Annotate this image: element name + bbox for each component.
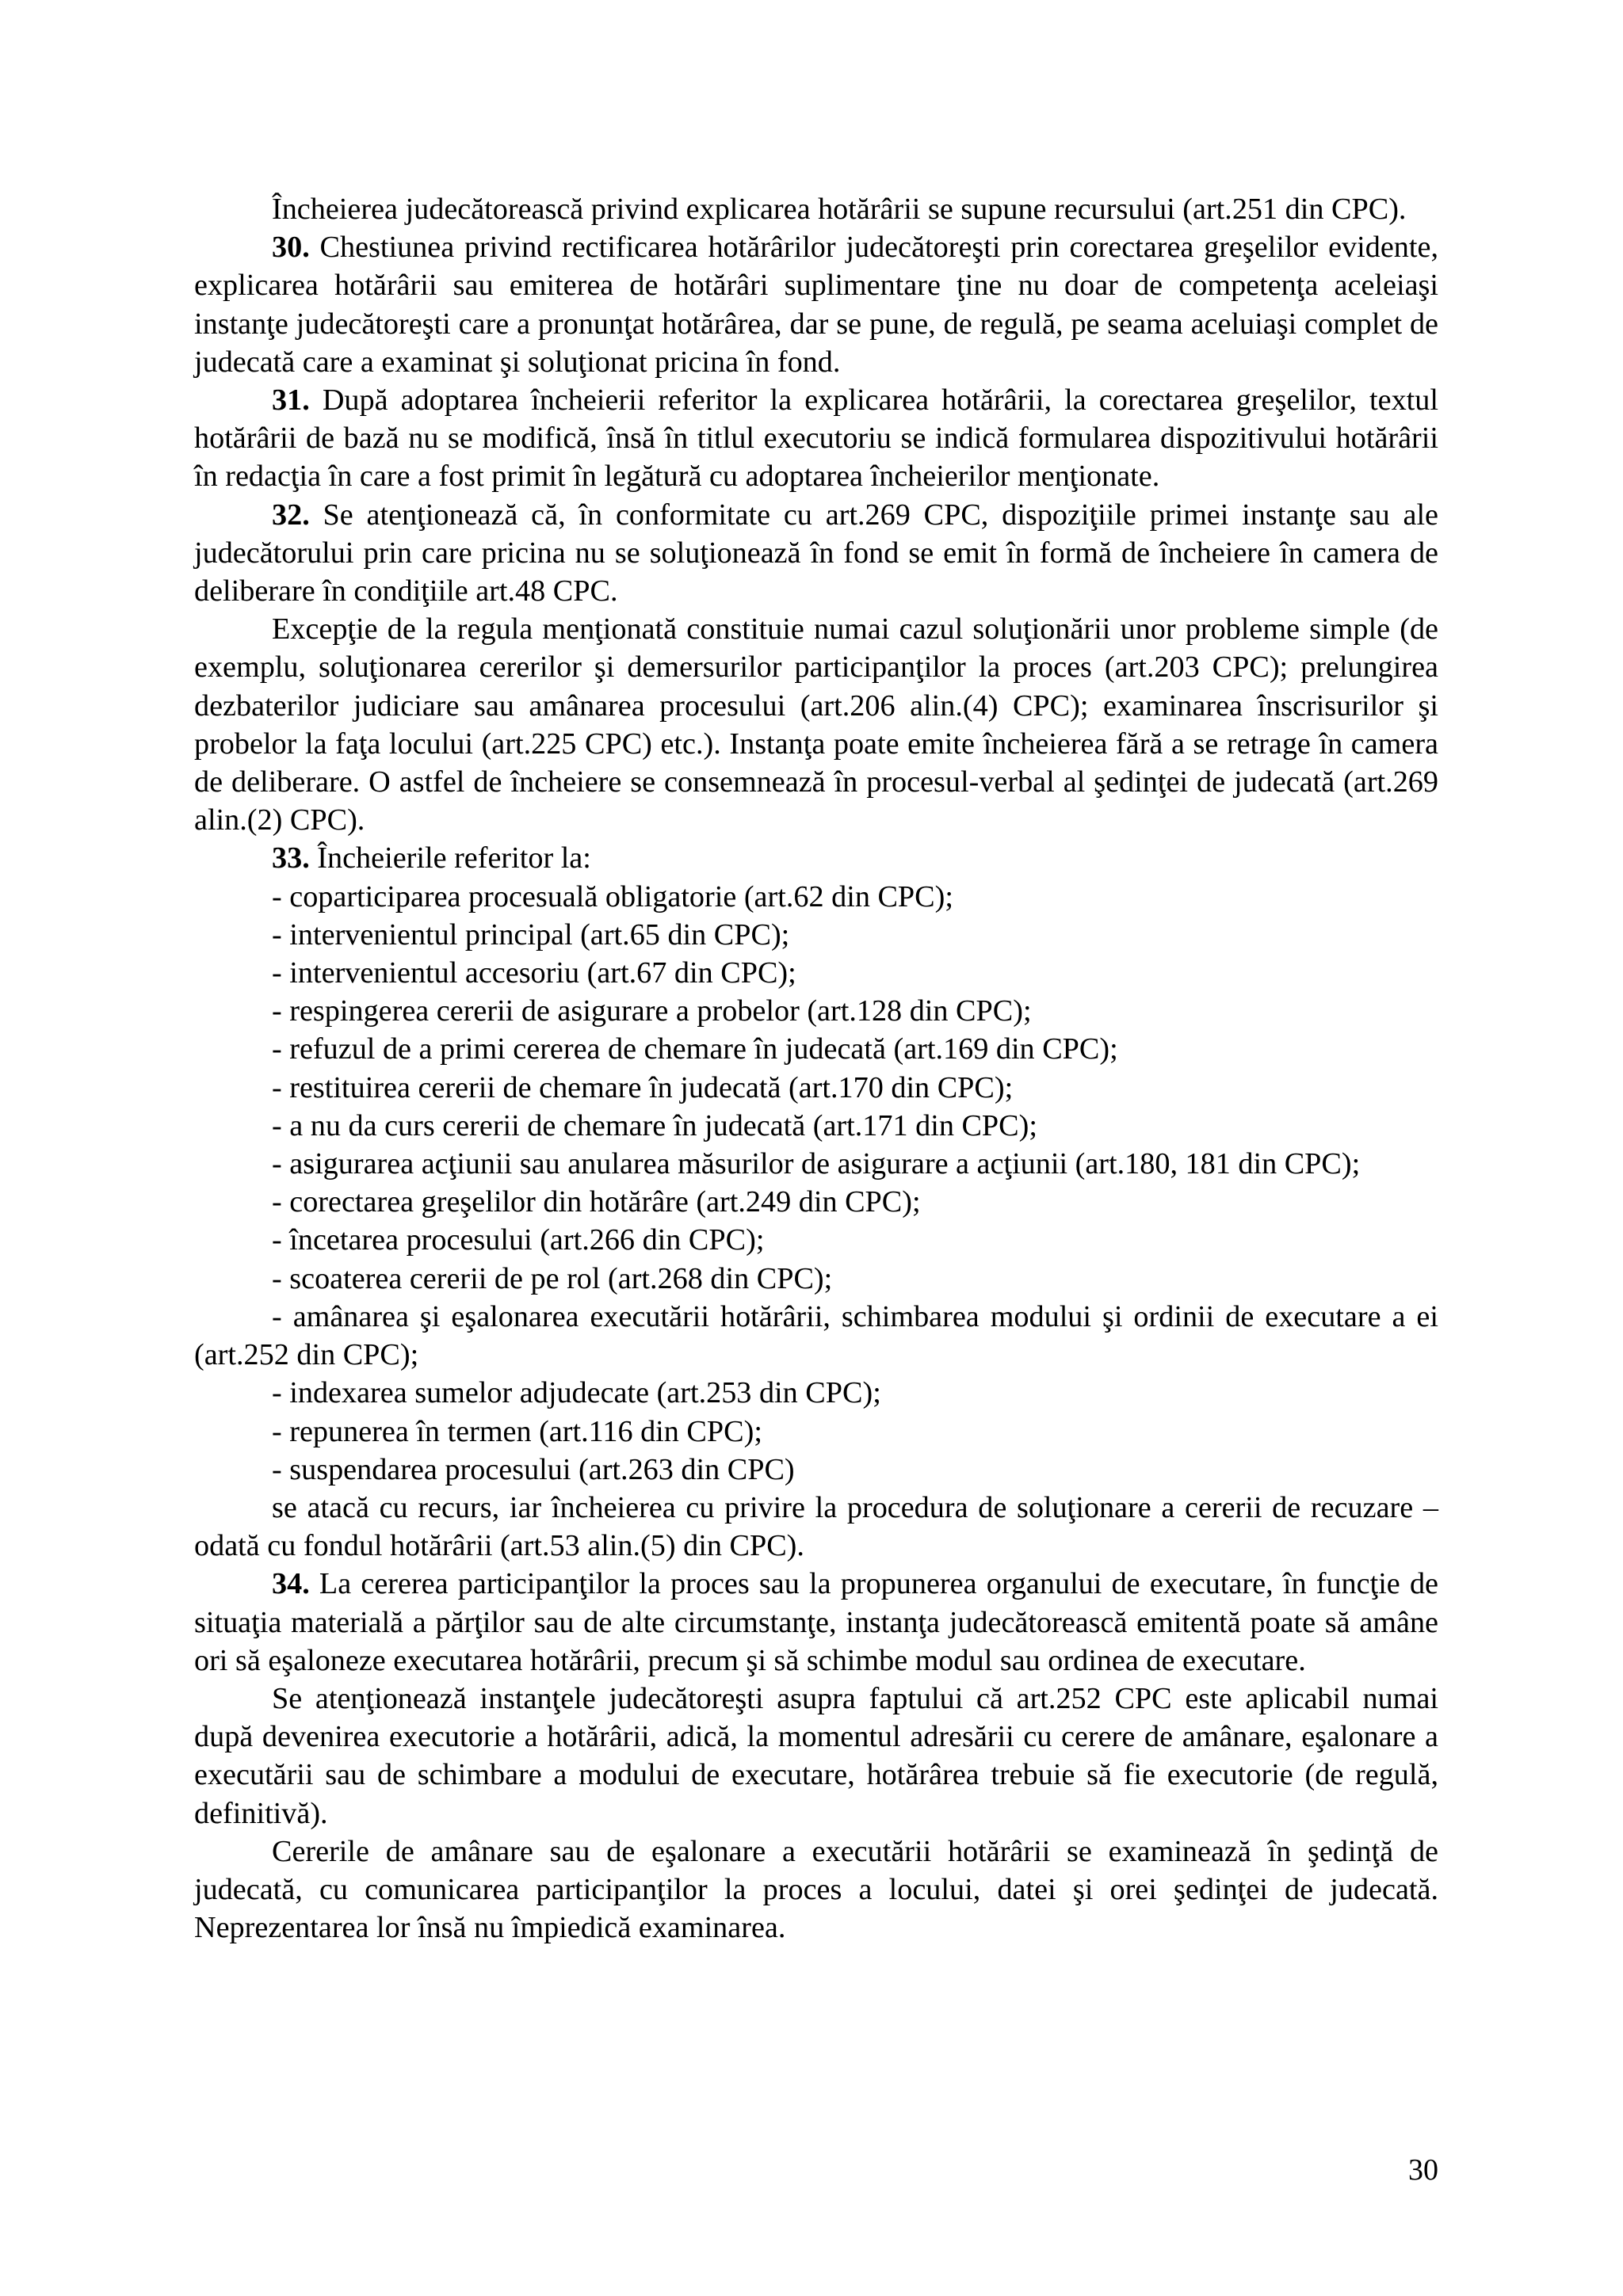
list-item: - repunerea în termen (art.116 din CPC);	[272, 1414, 762, 1448]
paragraph-31	[194, 381, 1438, 496]
document-body	[194, 190, 1438, 1947]
paragraph-text: Excepţie de la regula menţionată constituie numai cazul soluţionării unor probleme simple (de exemplu, soluţionarea cererilor şi demersurilor participanţilor la proces (art.203 CPC); prelungirea dezbaterilor judiciare sau amânarea procesului (art.206 alin.(4) CPC); examinarea înscrisurilor şi probelor la faţa locului (art.225 CPC) etc.). Instanţa poate emite încheierea fără a se retrage în camera de deliberare. O astfel de încheiere se consemnează în procesul-verbal al şedinţei de judecată (art.269 alin.(2) CPC).	[194, 612, 1438, 837]
list-item: - indexarea sumelor adjudecate (art.253 din CPC);	[272, 1376, 881, 1410]
paragraph	[194, 1833, 1438, 1947]
list-item: - restituirea cererii de chemare în judecată (art.170 din CPC);	[272, 1070, 1014, 1104]
paragraph-text: După adoptarea încheierii referitor la explicarea hotărârii, la corectarea greşelilor, textul hotărârii de bază nu se modifică, însă în titlul executoriu se indică formularea dispozitivului hotărârii în redacţia în care a fost primit în legătură cu adoptarea încheierilor menţionate.	[194, 383, 1438, 494]
paragraph-number: 34.	[272, 1567, 310, 1601]
paragraph	[194, 190, 1438, 228]
paragraph-number: 30.	[272, 231, 310, 265]
paragraph-number: 31.	[272, 383, 310, 418]
paragraph-30	[194, 228, 1438, 381]
paragraph-34	[194, 1565, 1438, 1680]
list-item: - coparticiparea procesuală obligatorie (art.62 din CPC);	[272, 879, 953, 913]
list-item: - asigurarea acţiunii sau anularea măsurilor de asigurare a acţiunii (art.180, 181 din CPC);	[272, 1147, 1361, 1181]
paragraph-text: La cererea participanţilor la proces sau la propunerea organului de executare, în funcţie de situaţia materială a părţilor sau de alte circumstanţe, instanţa judecătorească emitentă poate să amâne ori să eşaloneze executarea hotărârii, precum şi să schimbe modul sau ordinea de executare.	[194, 1567, 1438, 1677]
list-item: - a nu da curs cererii de chemare în judecată (art.171 din CPC);	[272, 1108, 1037, 1142]
paragraph-text: Se atenţionează instanţele judecătoreşti asupra faptului că art.252 CPC este aplicabil numai după devenirea executorie a hotărârii, adică, la momentul adresării cu cerere de amânare, eşalonare a executării sau de schimbare a modului de executare, hotărârea trebuie să fie executorie (de regulă, definitivă).	[194, 1681, 1438, 1830]
list-item: - amânarea şi eşalonarea executării hotărârii, schimbarea modului şi ordinii de executare a ei (art.252 din CPC);	[194, 1299, 1438, 1372]
paragraph-number: 32.	[272, 498, 310, 532]
list-item: - refuzul de a primi cererea de chemare în judecată (art.169 din CPC);	[272, 1032, 1118, 1066]
paragraph-33	[194, 839, 1438, 877]
paragraph-text: Încheierile referitor la:	[309, 841, 591, 875]
list-item: - corectarea greşelilor din hotărâre (art.249 din CPC);	[272, 1185, 921, 1219]
list-item: - intervenientul accesoriu (art.67 din CPC);	[272, 956, 796, 990]
list-item: - scoaterea cererii de pe rol (art.268 din CPC);	[272, 1261, 833, 1295]
paragraph-text: se atacă cu recurs, iar încheierea cu privire la procedura de soluţionare a cererii de recuzare – odată cu fondul hotărârii (art.53 alin.(5) din CPC).	[194, 1490, 1438, 1563]
list-item: - respingerea cererii de asigurare a probelor (art.128 din CPC);	[272, 994, 1032, 1028]
list-item: - suspendarea procesului (art.263 din CPC)	[272, 1452, 795, 1486]
paragraph	[194, 1489, 1438, 1565]
list-item: - încetarea procesului (art.266 din CPC);	[272, 1223, 765, 1257]
paragraph-text: Se atenţionează că, în conformitate cu art.269 CPC, dispoziţiile primei instanţe sau ale judecătorului prin care pricina nu se soluţionează în fond se emit în formă de încheiere în camera de deliberare în condiţiile art.48 CPC.	[194, 498, 1438, 608]
paragraph	[194, 1680, 1438, 1833]
paragraph	[194, 610, 1438, 839]
paragraph-text: Cererile de amânare sau de eşalonare a executării hotărârii se examinează în şedinţă de judecată, cu comunicarea participanţilor la proces a locului, datei şi orei şedinţei de judecată. Neprezentarea lor însă nu împiedică examinarea.	[194, 1834, 1438, 1945]
paragraph-text: Încheierea judecătorească privind explicarea hotărârii se supune recursului (art.251 din CPC).	[272, 193, 1407, 226]
paragraph-32	[194, 496, 1438, 611]
paragraph-text: Chestiunea privind rectificarea hotărârilor judecătoreşti prin corectarea greşelilor evidente, explicarea hotărârii sau emiterea de hotărâri suplimentare ţine nu doar de competenţa aceleiaşi instanţe judecătoreşti care a pronunţat hotărârea, dar se pune, de regulă, pe seama aceluiaşi complet de judecată care a examinat şi soluţionat pricina în fond.	[194, 231, 1438, 379]
page-number: 30	[1408, 2153, 1438, 2187]
paragraph-number: 33.	[272, 841, 310, 875]
list-item: - intervenientul principal (art.65 din CPC);	[272, 917, 790, 952]
